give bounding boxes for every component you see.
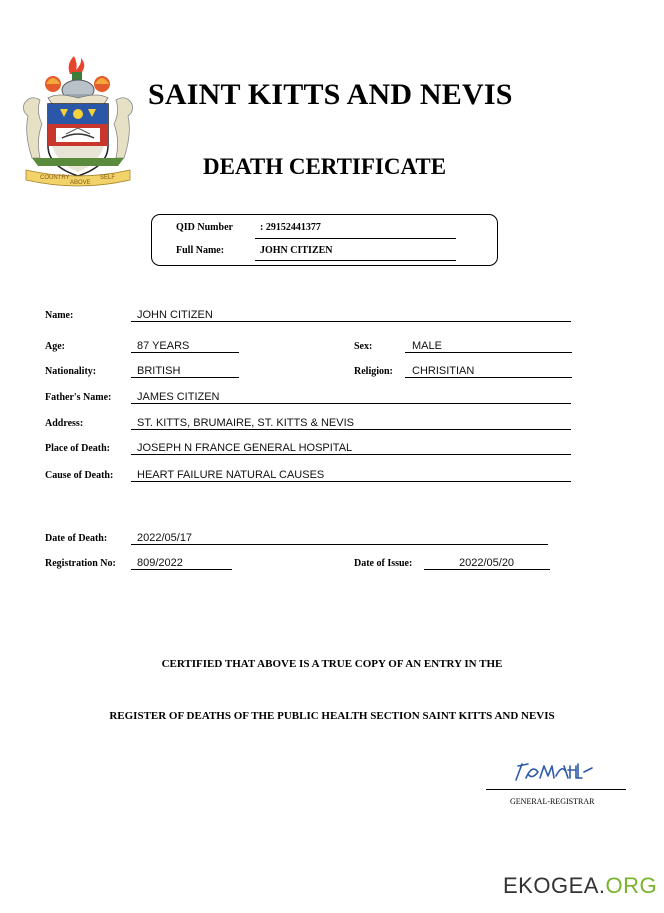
qid-underline (255, 238, 456, 239)
sex-underline (405, 352, 572, 353)
nationality-value: BRITISH (137, 365, 181, 377)
name-value: JOHN CITIZEN (137, 309, 213, 321)
certification-line-2: REGISTER OF DEATHS OF THE PUBLIC HEALTH SECTION SAINT KITTS AND NEVIS (109, 710, 555, 722)
cause-of-death-underline (131, 481, 571, 482)
full-name-value: JOHN CITIZEN (260, 245, 333, 256)
date-of-issue-underline (424, 569, 550, 570)
date-of-issue-label: Date of Issue: (354, 558, 413, 569)
address-underline (131, 429, 571, 430)
name-label: Name: (45, 310, 74, 321)
age-underline (131, 352, 239, 353)
qid-value: : 29152441377 (260, 222, 321, 233)
religion-label: Religion: (354, 366, 393, 377)
sex-label: Sex: (354, 341, 373, 352)
registration-no-value: 809/2022 (137, 557, 183, 569)
nationality-underline (131, 377, 239, 378)
religion-underline (405, 377, 572, 378)
cause-of-death-value: HEART FAILURE NATURAL CAUSES (137, 469, 325, 481)
sex-value: MALE (412, 340, 442, 352)
address-value: ST. KITTS, BRUMAIRE, ST. KITTS & NEVIS (137, 417, 354, 429)
place-of-death-label: Place of Death: (45, 443, 110, 454)
age-value: 87 YEARS (137, 340, 190, 352)
religion-value: CHRISITIAN (412, 365, 475, 377)
watermark-part-2: ORG (605, 873, 658, 898)
motto-above: ABOVE (70, 180, 91, 186)
address-label: Address: (45, 418, 84, 429)
certification-line-1: CERTIFIED THAT ABOVE IS A TRUE COPY OF AN ENTRY IN THE (161, 658, 503, 670)
date-of-death-underline (131, 544, 548, 545)
watermark-part-1: EKOGEA. (503, 873, 606, 898)
country-title: SAINT KITTS AND NEVIS (148, 78, 513, 111)
motto-country: COUNTRY (40, 175, 70, 181)
father-name-value: JAMES CITIZEN (137, 391, 220, 403)
registrar-signature (512, 758, 596, 788)
signature-line (486, 789, 626, 790)
motto-self: SELF (100, 175, 116, 181)
age-label: Age: (45, 341, 65, 352)
father-name-underline (131, 403, 571, 404)
date-of-death-label: Date of Death: (45, 533, 108, 544)
date-of-issue-value: 2022/05/20 (459, 557, 515, 569)
full-name-label: Full Name: (176, 245, 225, 256)
watermark (503, 873, 657, 899)
place-of-death-underline (131, 454, 571, 455)
nationality-label: Nationality: (45, 366, 97, 377)
qid-label: QID Number (176, 222, 233, 233)
full-name-underline (255, 260, 456, 261)
document-title: DEATH CERTIFICATE (203, 154, 447, 179)
place-of-death-value: JOSEPH N FRANCE GENERAL HOSPITAL (137, 442, 353, 454)
coat-of-arms-emblem (18, 54, 138, 189)
father-name-label: Father's Name: (45, 392, 112, 403)
registration-no-underline (131, 569, 232, 570)
registration-no-label: Registration No: (45, 558, 116, 569)
registrar-title: GENERAL-REGISTRAR (510, 797, 595, 806)
date-of-death-value: 2022/05/17 (137, 532, 193, 544)
cause-of-death-label: Cause of Death: (45, 470, 114, 481)
name-underline (131, 321, 571, 322)
